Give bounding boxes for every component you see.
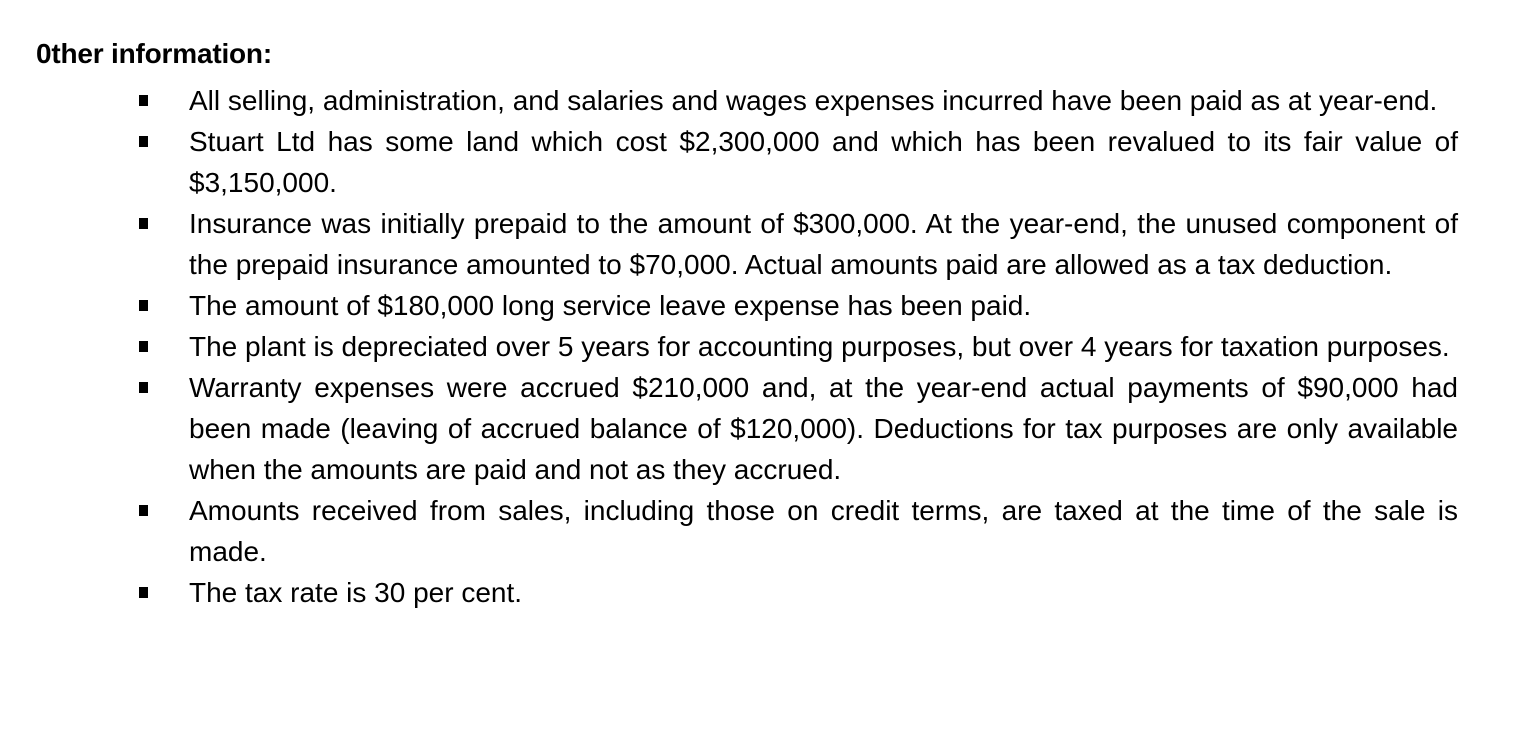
information-list <box>0 80 1528 613</box>
list-item <box>0 490 1458 572</box>
list-item-text: The amount of $180,000 long service leave expense has been paid. <box>189 290 1032 321</box>
list-item <box>0 326 1458 367</box>
list-item-text: The plant is depreciated over 5 years for accounting purposes, but over 4 years for taxation purposes. <box>189 331 1450 362</box>
square-bullet-icon <box>139 382 148 393</box>
list-item-text: All selling, administration, and salaries and wages expenses incurred have been paid as at year-end. <box>189 85 1438 116</box>
square-bullet-icon <box>139 341 148 352</box>
list-item <box>0 80 1458 121</box>
square-bullet-icon <box>139 95 148 106</box>
list-item-text: Stuart Ltd has some land which cost $2,300,000 and which has been revalued to its fair value of $3,150,000. <box>189 126 1458 198</box>
list-item <box>0 572 1458 613</box>
list-item-text: Amounts received from sales, including those on credit terms, are taxed at the time of the sale is made. <box>189 495 1458 567</box>
square-bullet-icon <box>139 587 148 598</box>
list-item <box>0 285 1458 326</box>
section-heading: 0ther information: <box>36 38 272 69</box>
list-item-text: The tax rate is 30 per cent. <box>189 577 523 608</box>
square-bullet-icon <box>139 505 148 516</box>
square-bullet-icon <box>139 136 148 147</box>
square-bullet-icon <box>139 300 148 311</box>
list-item-text: Warranty expenses were accrued $210,000 and, at the year-end actual payments of $90,000 had been made (leaving of accrued balance of $120,000). Deductions for tax purposes are only available when the amounts are paid and not as they accrued. <box>189 372 1458 485</box>
list-item <box>0 203 1458 285</box>
square-bullet-icon <box>139 218 148 229</box>
list-item <box>0 121 1458 203</box>
list-item-text: Insurance was initially prepaid to the amount of $300,000. At the year-end, the unused component of the prepaid insurance amounted to $70,000. Actual amounts paid are allowed as a tax deduction. <box>189 208 1458 280</box>
list-item <box>0 367 1458 490</box>
